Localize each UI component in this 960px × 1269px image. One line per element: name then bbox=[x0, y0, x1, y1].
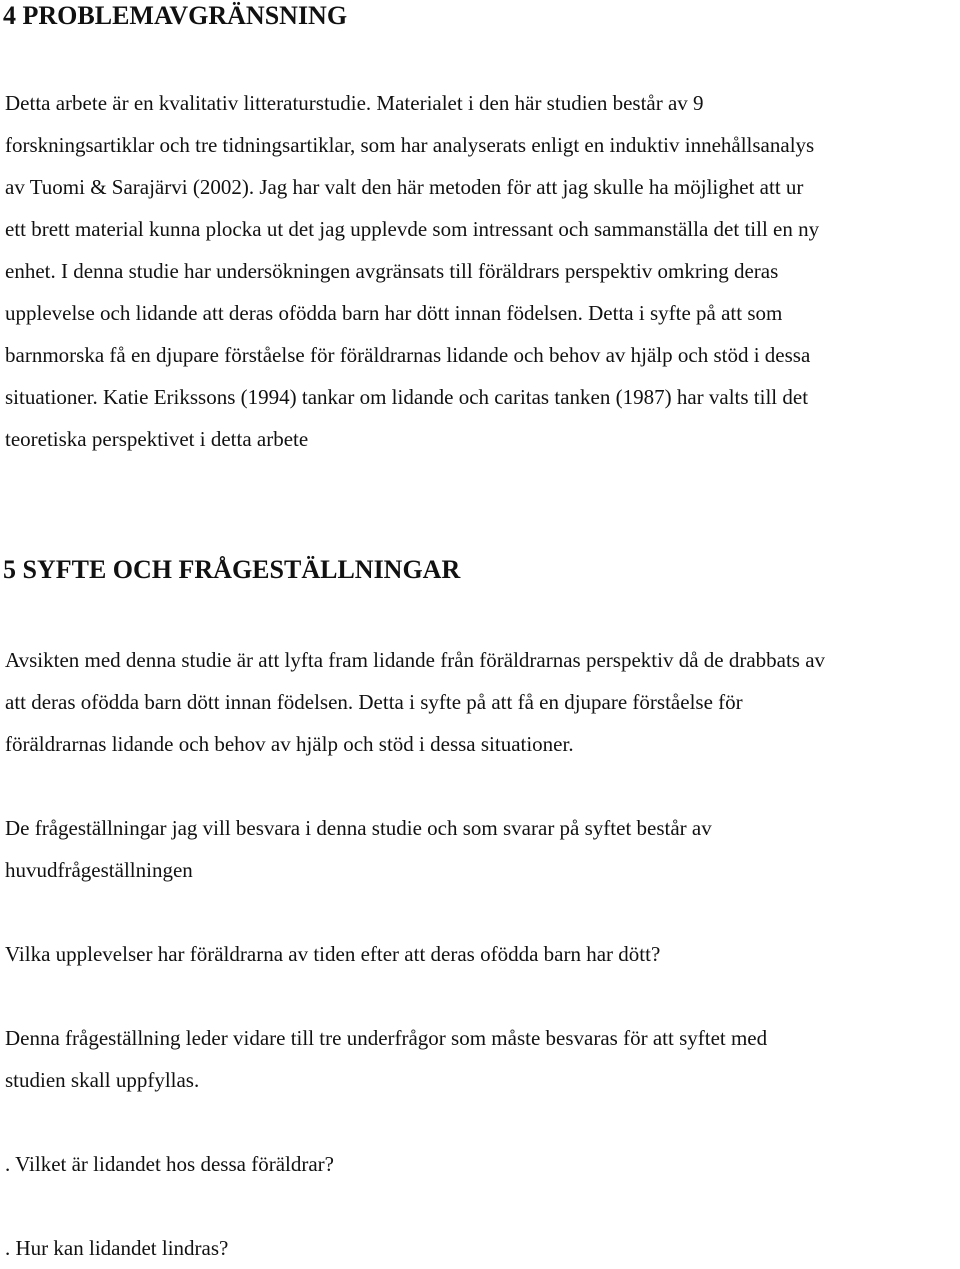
paragraph-line: studien skall uppfyllas. bbox=[5, 1068, 200, 1092]
paragraph-line: Detta arbete är en kvalitativ litteraturstudie. Materialet i den här studien består av 9 bbox=[5, 91, 704, 115]
paragraph-line: upplevelse och lidande att deras ofödda barn har dött innan födelsen. Detta i syfte på att som bbox=[5, 301, 783, 325]
sub-questions-intro-paragraph bbox=[5, 1017, 767, 1101]
paragraph-line: föräldrarnas lidande och behov av hjälp och stöd i dessa situationer. bbox=[5, 732, 574, 756]
main-question: Vilka upplevelser har föräldrarna av tiden efter att deras ofödda barn har dött? bbox=[5, 942, 661, 966]
paragraph-line: Avsikten med denna studie är att lyfta fram lidande från föräldrarnas perspektiv då de drabbats av bbox=[5, 648, 826, 672]
paragraph-line: teoretiska perspektivet i detta arbete bbox=[5, 427, 309, 451]
paragraph-line: De frågeställningar jag vill besvara i denna studie och som svarar på syftet består av bbox=[5, 816, 712, 840]
paragraph-line: enhet. I denna studie har undersökningen avgränsats till föräldrars perspektiv omkring deras bbox=[5, 259, 779, 283]
questions-intro-paragraph bbox=[5, 807, 712, 891]
paragraph-line: huvudfrågeställningen bbox=[5, 858, 193, 882]
section-5-heading: 5 SYFTE OCH FRÅGESTÄLLNINGAR bbox=[3, 555, 461, 584]
paragraph-line: att deras ofödda barn dött innan födelsen. Detta i syfte på att få en djupare förståelse för bbox=[5, 690, 743, 714]
paragraph-line: forskningsartiklar och tre tidningsartiklar, som har analyserats enligt en induktiv innehållsanalys bbox=[5, 133, 815, 157]
section-4-heading: 4 PROBLEMAVGRÄNSNING bbox=[3, 1, 348, 30]
sub-question-1: . Vilket är lidandet hos dessa föräldrar? bbox=[5, 1152, 334, 1176]
paragraph-line: barnmorska få en djupare förståelse för föräldrarnas lidande och behov av hjälp och stöd i dessa bbox=[5, 343, 811, 367]
section-4-paragraph bbox=[5, 82, 819, 460]
paragraph-line: situationer. Katie Erikssons (1994) tankar om lidande och caritas tanken (1987) har valts till det bbox=[5, 385, 809, 409]
paragraph-line: av Tuomi & Sarajärvi (2002). Jag har valt den här metoden för att jag skulle ha möjlighet att ur bbox=[5, 175, 804, 199]
aim-paragraph bbox=[5, 639, 825, 765]
paragraph-line: Denna frågeställning leder vidare till tre underfrågor som måste besvaras för att syftet med bbox=[5, 1026, 768, 1050]
paragraph-line: ett brett material kunna plocka ut det jag upplevde som intressant och sammanställa det till en ny bbox=[5, 217, 820, 241]
sub-question-2: . Hur kan lidandet lindras? bbox=[5, 1236, 229, 1260]
